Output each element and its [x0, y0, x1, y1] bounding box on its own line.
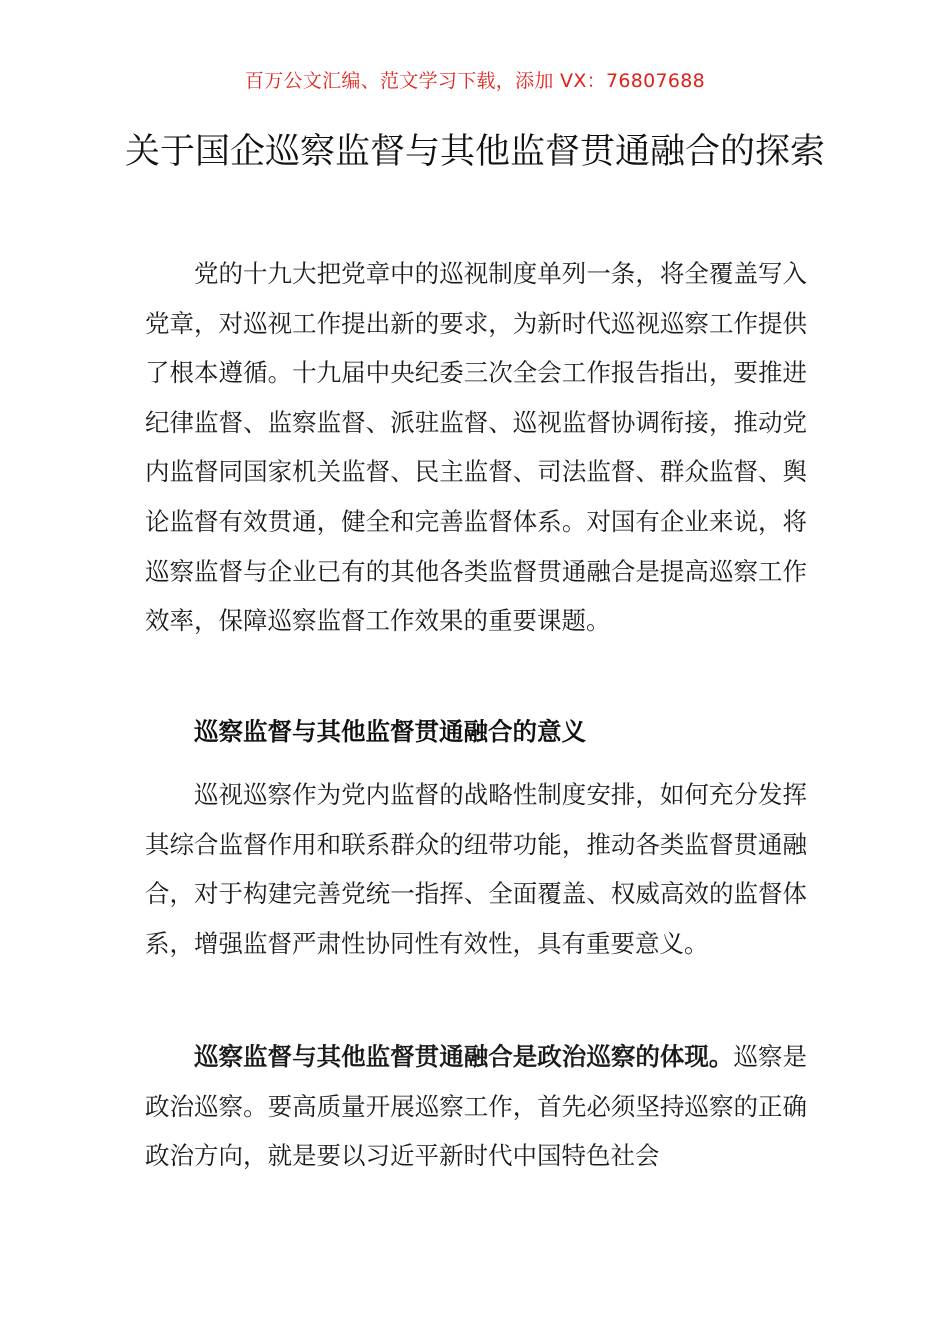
significance-paragraph: 巡视巡察作为党内监督的战略性制度安排，如何充分发挥其综合监督作用和联系群众的纽带功能，推动各类监督贯通融合，对于构建完善党统一指挥、全面覆盖、权威高效的监督体系，增强监督严肃性协同性有效性，具有重要意义。	[145, 780, 807, 958]
intro-paragraph: 党的十九大把党章中的巡视制度单列一条，将全覆盖写入党章，对巡视工作提出新的要求，为新时代巡视巡察工作提供了根本遵循。十九届中央纪委三次全会工作报告指出，要推进纪律监督、监察监督、派驻监督、巡视监督协调衔接，推动党内监督同国家机关监督、民主监督、司法监督、群众监督、舆论监督有效贯通，健全和完善监督体系。对国有企业来说，将巡察监督与企业已有的其他各类监督贯通融合是提高巡察工作效率，保障巡察监督工作效果的重要课题。	[145, 259, 807, 636]
document-title: 关于国企巡察监督与其他监督贯通融合的探索	[124, 132, 825, 172]
paragraph-lead-sentence: 巡察监督与其他监督贯通融合是政治巡察的体现。	[194, 1042, 734, 1071]
contact-banner: 百万公文汇编、范文学习下载，添加 VX：76807688	[244, 70, 706, 92]
paragraph-body-text: 巡察是政治巡察。要高质量开展巡察工作，首先必须坚持巡察的正确政治方向，就是要以习近平新时代中国特色社会	[145, 1042, 808, 1171]
section-heading: 巡察监督与其他监督贯通融合的意义	[194, 717, 586, 746]
political-inspection-paragraph	[145, 1032, 807, 1181]
